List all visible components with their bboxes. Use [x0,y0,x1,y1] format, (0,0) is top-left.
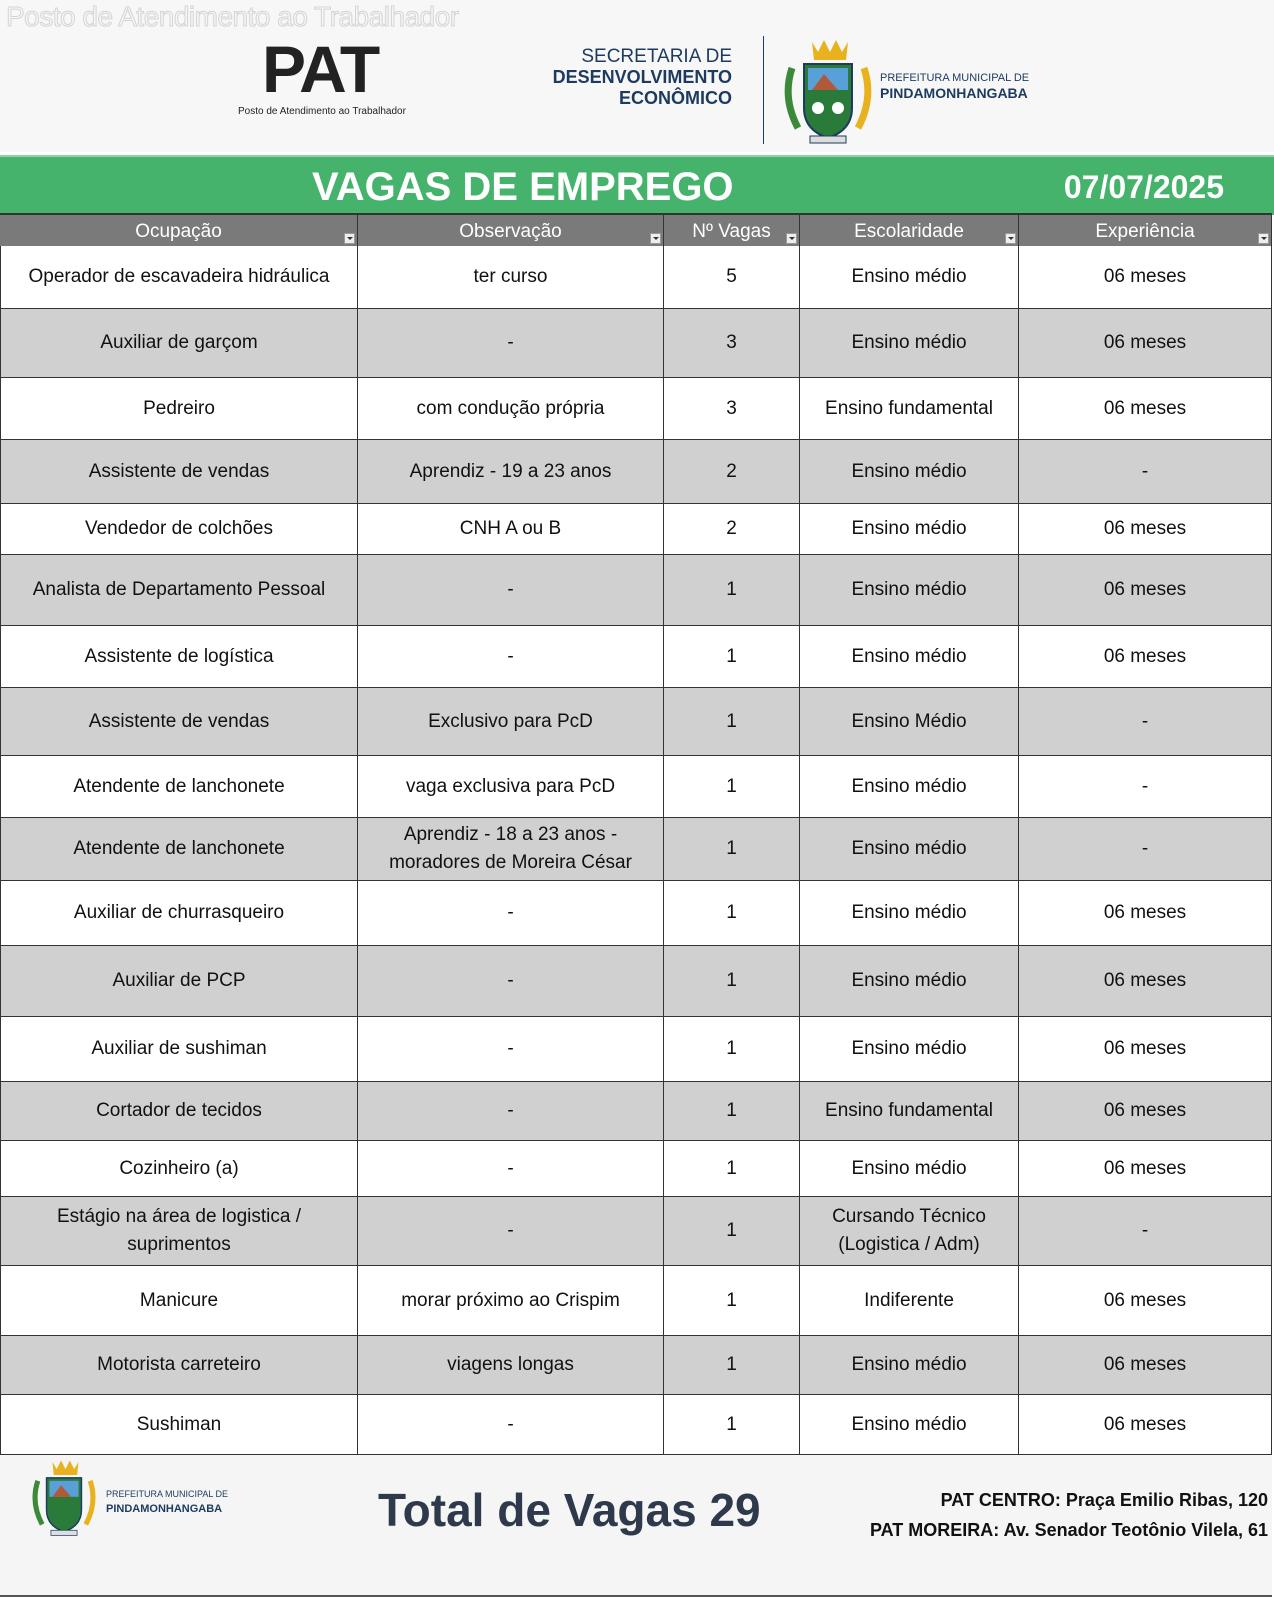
cell-observacao: com condução própria [358,378,664,439]
cell-observacao: - [358,1082,664,1140]
cell-escolaridade: Ensino médio [800,626,1019,687]
cell-ocupacao: Pedreiro [0,378,358,439]
cell-vagas: 1 [664,1141,800,1196]
cell-experiencia: - [1019,440,1272,503]
cell-vagas: 3 [664,309,800,377]
cell-escolaridade: Ensino médio [800,818,1019,880]
divider [763,36,764,144]
table-row [0,309,1272,378]
cell-experiencia: 06 meses [1019,504,1272,554]
cell-vagas: 1 [664,818,800,880]
cell-ocupacao: Vendedor de colchões [0,504,358,554]
secretaria-logo [510,46,732,109]
header-banner [0,0,1274,152]
cell-escolaridade: Ensino médio [800,504,1019,554]
cell-vagas: 1 [664,1082,800,1140]
cell-observacao: viagens longas [358,1336,664,1394]
table-row [0,818,1272,881]
filter-dropdown-icon[interactable] [650,233,661,244]
cell-vagas: 1 [664,881,800,945]
cell-vagas: 1 [664,688,800,755]
cell-observacao: - [358,309,664,377]
table-row [0,946,1272,1017]
column-label: Experiência [1095,221,1195,242]
cell-observacao: - [358,1395,664,1454]
cell-observacao: - [358,881,664,945]
table-row [0,1082,1272,1141]
cell-ocupacao: Cozinheiro (a) [0,1141,358,1196]
column-header-escolaridade [800,215,1019,246]
cell-ocupacao: Operador de escavadeira hidráulica [0,246,358,308]
filter-dropdown-icon[interactable] [344,233,355,244]
pat-subtitle: Posto de Atendimento ao Trabalhador [238,106,406,117]
cell-experiencia: 06 meses [1019,1141,1272,1196]
cell-observacao: - [358,1141,664,1196]
cell-escolaridade: Ensino médio [800,555,1019,625]
cell-experiencia: 06 meses [1019,1395,1272,1454]
table-row [0,246,1272,309]
table-row [0,555,1272,626]
page-title: VAGAS DE EMPREGO [312,165,734,209]
city-crest-icon [28,1459,100,1539]
cell-observacao: - [358,946,664,1016]
cell-escolaridade: Ensino médio [800,756,1019,817]
footer [0,1455,1272,1597]
cell-vagas: 1 [664,1266,800,1335]
watermark: Posto de Atendimento ao Trabalhador [6,1,459,32]
cell-observacao: - [358,1197,664,1265]
address-centro: PAT CENTRO: Praça Emilio Ribas, 120 [940,1490,1268,1510]
cell-experiencia: 06 meses [1019,1336,1272,1394]
filter-dropdown-icon[interactable] [786,233,797,244]
cell-ocupacao: Analista de Departamento Pessoal [0,555,358,625]
column-header-ocupacao [0,215,358,246]
table-row [0,1197,1272,1266]
total-vagas: Total de Vagas 29 [378,1484,761,1536]
cell-vagas: 1 [664,756,800,817]
cell-observacao: Aprendiz - 19 a 23 anos [358,440,664,503]
cell-experiencia: 06 meses [1019,378,1272,439]
cell-escolaridade: Ensino fundamental [800,1082,1019,1140]
cell-ocupacao: Motorista carreteiro [0,1336,358,1394]
cell-escolaridade: Ensino médio [800,1336,1019,1394]
cell-escolaridade: Ensino médio [800,1017,1019,1081]
cell-observacao: - [358,555,664,625]
cell-vagas: 1 [664,555,800,625]
cell-ocupacao: Auxiliar de sushiman [0,1017,358,1081]
cell-ocupacao: Assistente de vendas [0,688,358,755]
filter-dropdown-icon[interactable] [1258,233,1269,244]
cell-ocupacao: Atendente de lanchonete [0,756,358,817]
cell-experiencia: - [1019,688,1272,755]
cell-ocupacao: Estágio na área de logistica / suprimentos [0,1197,358,1265]
table-row [0,688,1272,756]
table-row [0,1141,1272,1197]
secretaria-line: SECRETARIA DE [581,46,732,67]
date: 07/07/2025 [1063,169,1224,205]
prefeitura-line: PREFEITURA MUNICIPAL DE [106,1489,229,1499]
pat-logo: PAT [262,32,379,106]
addresses [870,1485,1268,1545]
prefeitura-logo [880,71,1029,101]
footer-prefeitura-logo [106,1487,228,1517]
cell-vagas: 1 [664,946,800,1016]
column-header-vagas [664,215,800,246]
cell-experiencia: 06 meses [1019,309,1272,377]
cell-experiencia: 06 meses [1019,1082,1272,1140]
city-crest-icon [780,38,876,148]
cell-ocupacao: Assistente de vendas [0,440,358,503]
cell-observacao: morar próximo ao Crispim [358,1266,664,1335]
cell-escolaridade: Cursando Técnico (Logistica / Adm) [800,1197,1019,1265]
cell-escolaridade: Ensino médio [800,881,1019,945]
table-row [0,1336,1272,1395]
cell-escolaridade: Ensino médio [800,309,1019,377]
secretaria-line: ECONÔMICO [618,88,732,108]
filter-dropdown-icon[interactable] [1005,233,1016,244]
cell-ocupacao: Atendente de lanchonete [0,818,358,880]
cell-vagas: 3 [664,378,800,439]
table-row [0,1017,1272,1082]
cell-observacao: vaga exclusiva para PcD [358,756,664,817]
table-row [0,378,1272,440]
cell-vagas: 1 [664,1336,800,1394]
prefeitura-line: PINDAMONHANGABA [880,85,1028,101]
cell-experiencia: 06 meses [1019,1017,1272,1081]
column-header-observacao [358,215,664,246]
cell-ocupacao: Cortador de tecidos [0,1082,358,1140]
cell-vagas: 1 [664,1395,800,1454]
table-row [0,626,1272,688]
cell-ocupacao: Sushiman [0,1395,358,1454]
table-row [0,1266,1272,1336]
cell-vagas: 5 [664,246,800,308]
column-label: Escolaridade [854,221,964,242]
cell-escolaridade: Indiferente [800,1266,1019,1335]
cell-experiencia: 06 meses [1019,626,1272,687]
cell-ocupacao: Manicure [0,1266,358,1335]
table-row [0,881,1272,946]
cell-escolaridade: Ensino médio [800,440,1019,503]
cell-observacao: - [358,1017,664,1081]
cell-observacao: CNH A ou B [358,504,664,554]
cell-experiencia: 06 meses [1019,246,1272,308]
cell-escolaridade: Ensino médio [800,246,1019,308]
column-label: Nº Vagas [692,221,771,242]
cell-escolaridade: Ensino Médio [800,688,1019,755]
cell-ocupacao: Auxiliar de garçom [0,309,358,377]
cell-vagas: 2 [664,504,800,554]
cell-experiencia: 06 meses [1019,946,1272,1016]
cell-escolaridade: Ensino médio [800,946,1019,1016]
cell-ocupacao: Auxiliar de PCP [0,946,358,1016]
cell-escolaridade: Ensino médio [800,1395,1019,1454]
column-label: Ocupação [135,221,222,242]
cell-vagas: 1 [664,1017,800,1081]
cell-escolaridade: Ensino fundamental [800,378,1019,439]
cell-experiencia: - [1019,1197,1272,1265]
address-moreira: PAT MOREIRA: Av. Senador Teotônio Vilela, 61 [869,1520,1268,1540]
cell-ocupacao: Assistente de logística [0,626,358,687]
cell-experiencia: 06 meses [1019,881,1272,945]
cell-experiencia: 06 meses [1019,555,1272,625]
table-row [0,504,1272,555]
secretaria-line: DESENVOLVIMENTO [552,67,732,87]
prefeitura-line: PREFEITURA MUNICIPAL DE [880,72,1030,84]
cell-ocupacao: Auxiliar de churrasqueiro [0,881,358,945]
table-header [0,213,1272,248]
table-row [0,440,1272,504]
cell-vagas: 2 [664,440,800,503]
cell-escolaridade: Ensino médio [800,1141,1019,1196]
title-bar [0,155,1274,215]
cell-vagas: 1 [664,1197,800,1265]
cell-experiencia: - [1019,756,1272,817]
column-header-experiencia [1019,215,1272,246]
cell-vagas: 1 [664,626,800,687]
prefeitura-line: PINDAMONHANGABA [106,1503,223,1515]
cell-observacao: Aprendiz - 18 a 23 anos - moradores de Moreira César [358,818,664,880]
column-label: Observação [459,221,562,242]
cell-observacao: ter curso [358,246,664,308]
cell-experiencia: - [1019,818,1272,880]
cell-experiencia: 06 meses [1019,1266,1272,1335]
cell-observacao: - [358,626,664,687]
table-row [0,756,1272,818]
table-row [0,1395,1272,1455]
cell-observacao: Exclusivo para PcD [358,688,664,755]
